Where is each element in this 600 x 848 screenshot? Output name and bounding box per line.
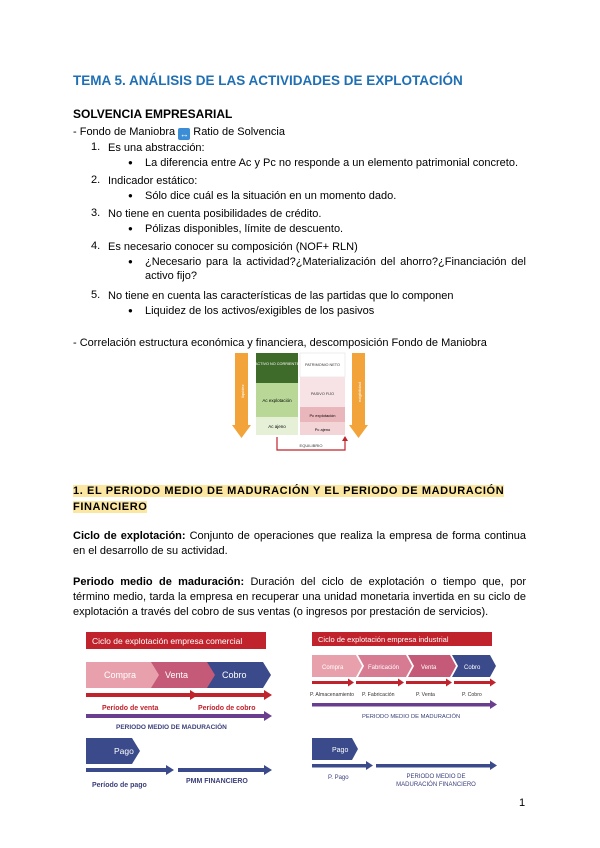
bullet-item: ¿Necesario para la actividad?¿Materialización del ahorro?¿Financiación del <box>145 256 526 268</box>
p-venta-arrow-head <box>446 679 452 687</box>
exigibilidad-arrow-head <box>349 425 368 438</box>
ind-pmm-financiero-arrow <box>376 764 490 768</box>
pago-label: Pago <box>114 746 134 756</box>
ac-explotacion-label: Ac explotación <box>262 398 292 403</box>
list-item: Indicador estático: <box>108 175 198 187</box>
pn-label: PATRIMONIO NETO <box>304 363 341 367</box>
list-number: 1. <box>91 141 101 153</box>
pmm-financiero-arrow <box>178 768 264 772</box>
ind-pago-label: Pago <box>332 747 349 754</box>
pmm-paragraph <box>73 575 526 620</box>
periodo-cobro-arrow-head <box>264 690 272 700</box>
p-cobro-arrow-head <box>490 679 496 687</box>
ind-pmm-label: PERIODO MEDIO DE MADURACIÓN <box>362 714 461 720</box>
p-cobro-arrow <box>454 681 490 684</box>
p-almacenamiento-arrow-head <box>348 679 354 687</box>
list-item: Es una abstracción: <box>108 142 205 154</box>
solvencia-heading: SOLVENCIA EMPRESARIAL <box>73 107 233 121</box>
periodo-venta-label: Período de venta <box>102 705 159 712</box>
equilibrio-label: EQUILIBRIO <box>299 443 323 448</box>
anc-box <box>256 353 298 383</box>
periodo-pago-arrow <box>86 768 166 772</box>
pasivo-fijo-label: PASIVO FIJO <box>310 392 335 396</box>
pmm-arrow <box>86 714 264 718</box>
pmm-financiero-label: PMM FINANCIERO <box>186 778 248 785</box>
pc-explotacion-label: Pc explotación <box>309 413 336 418</box>
page-title: TEMA 5. ANÁLISIS DE LAS ACTIVIDADES DE EXPLOTACIÓN <box>73 73 463 88</box>
ind-pmm-arrow <box>312 703 490 707</box>
balance-diagram <box>232 350 368 456</box>
bullet-item: Sólo dice cuál es la situación en un momento dado. <box>145 190 397 202</box>
fondo-maniobra-line <box>73 125 285 140</box>
bullet-item: Liquidez de los activos/exigibles de los pasivos <box>145 305 375 317</box>
exigibilidad-label: exigibilidad <box>357 382 362 402</box>
bullet-icon: ● <box>128 191 133 200</box>
p-cobro-label: P. Cobro <box>462 692 482 698</box>
industrial-title: Ciclo de explotación empresa industrial <box>318 635 449 644</box>
section-heading <box>73 483 526 515</box>
p-venta-arrow <box>406 681 446 684</box>
fabricacion-label: Fabricación <box>368 665 400 671</box>
bullet-icon: ● <box>128 257 133 266</box>
industrial-cycle-diagram <box>310 630 510 790</box>
list-item: Es necesario conocer su composición (NOF+ RLN) <box>108 241 358 253</box>
ciclo-paragraph <box>73 529 526 559</box>
periodo-pago-label: Período de pago <box>92 782 147 789</box>
ciclo-term: Ciclo de explotación: <box>73 530 186 542</box>
compra-label: Compra <box>104 670 137 680</box>
periodo-cobro-label: Período de cobro <box>198 705 256 712</box>
bullet-item-continued: activo fijo? <box>145 270 197 282</box>
p-almacenamiento-arrow <box>312 681 348 684</box>
bullet-icon: ● <box>128 158 133 167</box>
p-pago-label: P. Pago <box>328 775 349 781</box>
pmm-definition: Duración del ciclo de explotación o tiempo que, por término medio, tarda la empresa en recuperar una unidad monetaria invertida en su ciclo de explotación a través del cobro de sus ventas (o ingresos por prestación de servicios). <box>73 576 527 618</box>
liquidez-arrow-head <box>232 425 251 438</box>
p-venta-label: P. Venta <box>416 692 435 698</box>
list-item: No tiene en cuenta las características de las partidas que lo componen <box>108 290 454 302</box>
ratio-solvencia-label: Ratio de Solvencia <box>193 126 285 138</box>
periodo-cobro-arrow <box>194 693 264 697</box>
periodo-venta-arrow <box>86 693 190 697</box>
liquidez-label: liquidez <box>240 384 245 398</box>
bullet-icon: ● <box>128 306 133 315</box>
p-fabricacion-arrow-head <box>398 679 404 687</box>
pmm-label: PERIODO MEDIO DE MADURACIÓN <box>116 724 227 731</box>
pmm-financiero-arrow-head <box>264 765 272 775</box>
p-pago-arrow-head <box>366 761 373 770</box>
fondo-maniobra-label: - Fondo de Maniobra <box>73 126 176 138</box>
ind-pmm-financiero-label-1: PERIODO MEDIO DE <box>406 774 466 780</box>
comercial-title: Ciclo de explotación empresa comercial <box>92 636 243 646</box>
pc-ajeno-label: Pc ajeno <box>314 427 331 432</box>
ciclo-definition: Conjunto de operaciones que realiza la empresa de forma continua en el desarrollo de su actividad. <box>73 530 527 557</box>
ind-compra-label: Compra <box>322 665 344 671</box>
left-right-arrow-icon: ↔ <box>179 129 189 139</box>
ind-pmm-financiero-label-2: MADURACIÓN FINANCIERO <box>396 782 476 788</box>
list-item: No tiene en cuenta posibilidades de crédito. <box>108 208 322 220</box>
list-number: 5. <box>91 289 101 301</box>
p-pago-arrow <box>312 764 366 768</box>
bullet-item: Pólizas disponibles, límite de descuento. <box>145 223 344 235</box>
section-heading-text: 1. EL PERIODO MEDIO DE MADURACIÓN Y EL PERIODO DE MADURACIÓN FINANCIERO <box>73 485 505 513</box>
list-number: 2. <box>91 174 101 186</box>
list-number: 4. <box>91 240 101 252</box>
correlacion-line: - Correlación estructura económica y financiera, descomposición Fondo de Maniobra <box>73 337 487 349</box>
equilibrio-arrow-head <box>342 436 348 441</box>
bullet-icon: ● <box>128 224 133 233</box>
ind-pmm-financiero-arrow-head <box>490 761 497 770</box>
comercial-cycle-diagram <box>82 630 282 790</box>
cobro-label: Cobro <box>222 670 247 680</box>
p-almacenamiento-label: P. Almacenamiento <box>310 692 355 698</box>
venta-label: Venta <box>165 670 189 680</box>
list-number: 3. <box>91 207 101 219</box>
page-number: 1 <box>519 797 526 809</box>
ac-ajeno-label: Ac ajeno <box>268 424 286 429</box>
ind-venta-label: Venta <box>421 665 437 671</box>
p-fabricacion-label: P. Fabricación <box>362 692 395 698</box>
periodo-pago-arrow-head <box>166 765 174 775</box>
pmm-arrow-head <box>264 711 272 721</box>
ind-cobro-label: Cobro <box>464 665 481 671</box>
p-fabricacion-arrow <box>356 681 398 684</box>
ind-pmm-arrow-head <box>490 700 497 709</box>
anc-label: ACTIVO NO CORRIENTE <box>254 362 300 366</box>
bullet-item: La diferencia entre Ac y Pc no responde a un elemento patrimonial concreto. <box>145 157 519 169</box>
pmm-term: Periodo medio de maduración: <box>73 576 245 588</box>
